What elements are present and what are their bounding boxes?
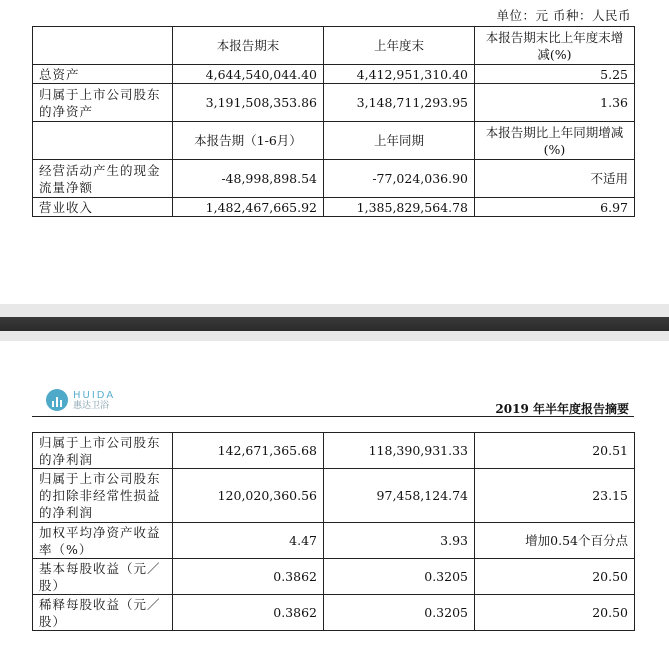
page-divider [0,317,669,331]
cell-value: 6.97 [475,198,635,217]
header-cell [33,27,173,65]
header-cell: 本报告期比上年同期增减(%) [475,122,635,160]
row-label: 经营活动产生的现金流量净额 [33,160,173,198]
cell-value: 20.50 [475,559,635,595]
table-row [33,198,635,217]
cell-value: 1.36 [475,84,635,122]
cell-value: 23.15 [475,469,635,523]
logo-text-cn: 惠达卫浴 [73,400,110,411]
row-label: 归属于上市公司股东的扣除非经常性损益的净利润 [33,469,173,523]
page-gap [0,304,669,317]
cell-value: 1,482,467,665.92 [173,198,324,217]
cell-value: -48,998,898.54 [173,160,324,198]
cell-value: 142,671,365.68 [173,433,324,469]
cell-value: 5.25 [475,65,635,84]
cell-value: 118,390,931.33 [324,433,475,469]
cell-value: 97,458,124.74 [324,469,475,523]
cell-value: 3,148,711,293.95 [324,84,475,122]
table-row [33,595,635,631]
table-row [33,65,635,84]
row-label: 基本每股收益（元／股） [33,559,173,595]
row-label: 总资产 [33,65,173,84]
header-cell: 本报告期末 [173,27,324,65]
page-top [0,0,669,304]
table-header-row [33,27,635,65]
cell-value: 1,385,829,564.78 [324,198,475,217]
header-cell [33,122,173,160]
table-header-row [33,122,635,160]
header-rule [32,416,634,417]
logo-mark-icon [46,389,68,411]
logo-text-en: HUIDA [73,389,116,401]
header-cell: 本报告期末比上年度末增减(%) [475,27,635,65]
cell-value: 0.3862 [173,595,324,631]
row-label: 营业收入 [33,198,173,217]
table-row [33,559,635,595]
cell-value: 0.3205 [324,595,475,631]
table-row [33,469,635,523]
header-cell: 本报告期（1-6月） [173,122,324,160]
table-row [33,433,635,469]
table-row [33,523,635,559]
cell-value: 4,412,951,310.40 [324,65,475,84]
cell-value: 4.47 [173,523,324,559]
cell-value: 0.3862 [173,559,324,595]
report-title: 2019 年半年度报告摘要 [495,402,629,416]
header-cell: 上年同期 [324,122,475,160]
cell-value: 增加0.54个百分点 [475,523,635,559]
table-row [33,84,635,122]
unit-currency-note: 单位：元 币种：人民币 [496,8,631,23]
row-label: 加权平均净资产收益率（%） [33,523,173,559]
cell-value: 3.93 [324,523,475,559]
table-row [33,160,635,198]
financial-table-bottom [32,432,635,631]
cell-value: 20.51 [475,433,635,469]
cell-value: 不适用 [475,160,635,198]
header-cell: 上年度末 [324,27,475,65]
row-label: 归属于上市公司股东的净资产 [33,84,173,122]
cell-value: -77,024,036.90 [324,160,475,198]
row-label: 稀释每股收益（元／股） [33,595,173,631]
cell-value: 20.50 [475,595,635,631]
company-logo [46,389,115,411]
cell-value: 0.3205 [324,559,475,595]
row-label: 归属于上市公司股东的净利润 [33,433,173,469]
cell-value: 120,020,360.56 [173,469,324,523]
cell-value: 4,644,540,044.40 [173,65,324,84]
financial-table-top [32,26,635,217]
cell-value: 3,191,508,353.86 [173,84,324,122]
page-gap [0,331,669,341]
